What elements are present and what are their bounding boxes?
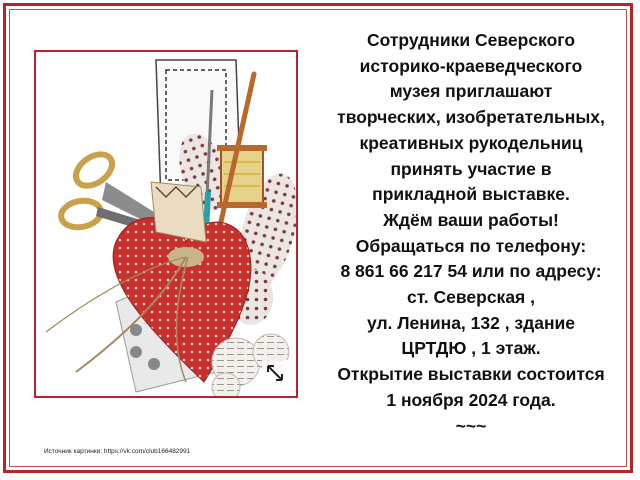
announcement-line: историко-краеведческого xyxy=(359,55,583,76)
announcement-line: музея приглашают xyxy=(389,81,553,102)
craft-illustration xyxy=(36,52,296,396)
announcement-line: ул. Ленина, 132 , здание xyxy=(366,312,576,333)
announcement-line: ~~~ xyxy=(455,415,487,436)
announcement-line: прикладной выставке. xyxy=(372,184,570,205)
expand-arrows-icon[interactable] xyxy=(262,360,288,386)
announcement-line: ЦРТДЮ , 1 этаж. xyxy=(401,338,541,359)
announcement-text xyxy=(318,28,624,439)
announcement-line: Ждём ваши работы! xyxy=(383,209,559,230)
announcement-line: Открытие выставки состоится xyxy=(337,364,605,385)
announcement-line: ст. Северская , xyxy=(407,287,535,308)
announcement-line: 1 ноября 2024 года. xyxy=(386,389,556,410)
announcement-line: Сотрудники Северского xyxy=(366,30,576,50)
image-source-caption: Источник картинки: https://vk.com/club166482991 xyxy=(44,448,191,455)
announcement-line: креативных рукодельниц xyxy=(359,132,583,153)
announcement-line: творческих, изобретательных, xyxy=(337,107,605,128)
announcement-line: 8 861 66 217 54 или по адресу: xyxy=(340,261,602,282)
announcement-line: принять участие в xyxy=(390,158,552,179)
craft-photo xyxy=(34,50,298,398)
announcement-line: Обращаться по телефону: xyxy=(355,235,587,256)
